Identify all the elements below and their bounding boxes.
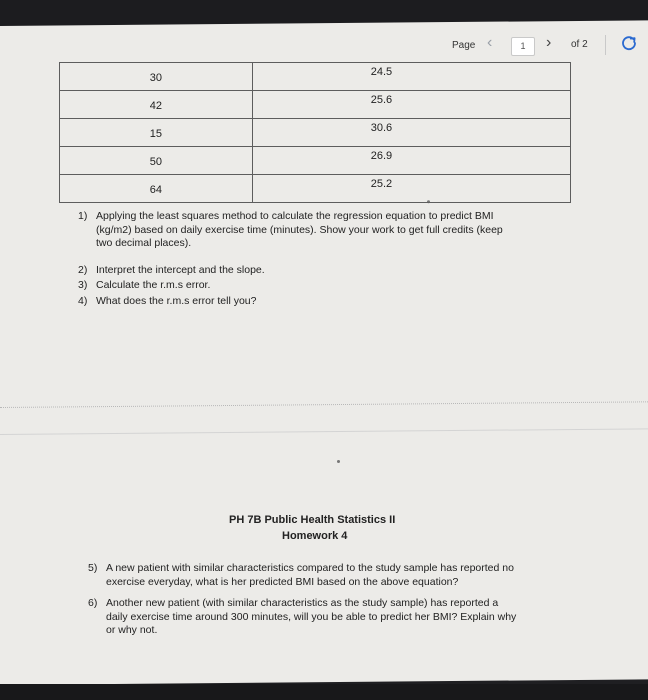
section-divider	[0, 401, 648, 408]
question-text-line: or why not.	[106, 624, 158, 636]
question-text-line: (kg/m2) based on daily exercise time (minutes). Show your work to get full credits (keep	[96, 223, 503, 236]
viewer-toolbar	[0, 26, 648, 62]
question-text-line: two decimal places).	[96, 237, 192, 249]
data-table	[59, 62, 571, 203]
toolbar-separator	[605, 35, 606, 55]
page-count-label: of 2	[571, 39, 588, 50]
table-row	[60, 175, 571, 203]
dark-bottom-border	[0, 684, 648, 700]
question-text-line: A new patient with similar characteristics compared to the study sample has reported no	[106, 562, 514, 574]
page-label: Page	[452, 40, 476, 51]
table-row	[60, 91, 571, 119]
question-text-line: Calculate the r.m.s error.	[96, 279, 211, 291]
homework-title: Homework 4	[282, 530, 348, 542]
chevron-left-icon[interactable]: ‹	[487, 34, 493, 51]
table-row	[60, 147, 571, 175]
section-divider	[0, 428, 648, 435]
question-text-line: Applying the least squares method to calculate the regression equation to predict BMI	[96, 210, 494, 222]
question-number: 2)	[78, 264, 88, 276]
question-number: 6)	[88, 597, 98, 609]
exercise-cell: 42	[60, 91, 253, 119]
question-text-line: Another new patient (with similar characteristics as the study sample) has reported a	[106, 597, 499, 609]
question-text-line: daily exercise time around 300 minutes, will you be able to predict her BMI? Explain why	[106, 610, 517, 623]
bmi-cell: 30.6	[252, 119, 570, 147]
refresh-icon[interactable]	[620, 34, 638, 52]
page-number-input[interactable]: 1	[511, 37, 535, 56]
exercise-cell: 30	[60, 63, 253, 91]
question-number: 4)	[78, 295, 88, 307]
question-text-line: exercise everyday, what is her predicted BMI based on the above equation?	[106, 575, 459, 588]
table-row	[60, 119, 571, 147]
question-text-line: Interpret the intercept and the slope.	[96, 264, 265, 276]
course-title: PH 7B Public Health Statistics II	[229, 514, 396, 526]
exercise-cell: 15	[60, 119, 253, 147]
question-text-line: What does the r.m.s error tell you?	[96, 295, 257, 307]
bmi-cell: 25.6	[252, 91, 570, 119]
question-number: 1)	[78, 210, 88, 222]
exercise-cell: 64	[60, 175, 253, 203]
scan-dot	[337, 460, 340, 463]
bmi-cell: 26.9	[252, 147, 570, 175]
table-row	[60, 63, 571, 91]
question-number: 5)	[88, 562, 98, 574]
chevron-right-icon[interactable]: ›	[546, 34, 552, 51]
bmi-cell: 25.2	[252, 175, 570, 203]
bmi-cell: 24.5	[252, 63, 570, 91]
exercise-cell: 50	[60, 147, 253, 175]
question-number: 3)	[78, 279, 88, 291]
